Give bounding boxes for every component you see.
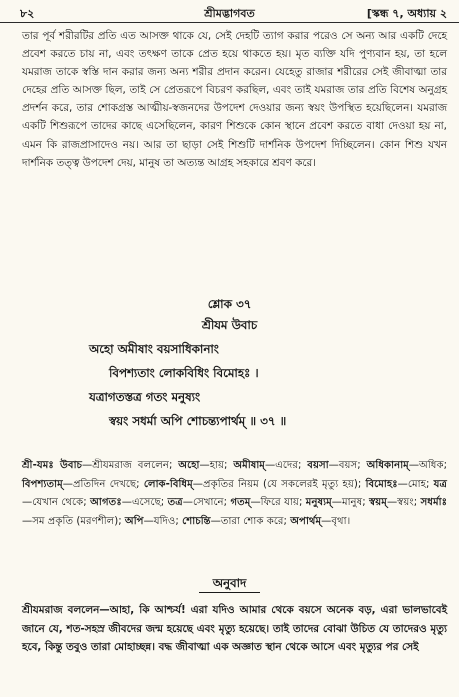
synonym-word: আগতঃ: [90, 497, 122, 508]
synonym-entry: আগতঃ—এসেছে;: [90, 497, 168, 508]
page-number: ৮২: [20, 7, 35, 20]
verse-line-1: অহো অমীষাং বয়সাধিকানাং: [89, 342, 219, 356]
translation-heading-underline: [199, 592, 260, 593]
synonym-word: তত্র: [167, 497, 183, 508]
synonym-meaning: বৃথা: [331, 515, 347, 527]
synonym-word: গতম্: [230, 497, 251, 508]
synonym-meaning: যদিও: [153, 515, 176, 527]
translation-heading: অনুবাদ: [212, 576, 247, 590]
synonym-meaning: হায়: [209, 460, 225, 471]
verse-heading: শ্লোক ৩৭: [207, 297, 252, 311]
synonym-meaning: স্বয়ং: [397, 497, 414, 508]
synonym-meaning: তারা শোক করে: [220, 515, 284, 527]
synonym-word: বয়সা: [307, 460, 329, 471]
synonym-word: অমীষাম্: [233, 460, 265, 471]
synonym-meaning: মোহ: [407, 478, 426, 490]
synonym-entry: বয়সা—বয়স;: [307, 460, 367, 471]
synonym-entry: গতম্—ফিরে যায়;: [230, 497, 306, 508]
synonym-entry: স্বয়ম্—স্বয়ং;: [369, 497, 421, 508]
synonym-entry: সধর্মাঃ—সম প্রকৃতি (মরণশীল);: [22, 497, 448, 527]
synonym-meaning: এদের: [275, 460, 298, 471]
synonym-word: অপি: [124, 515, 144, 527]
purport-section: [22, 27, 447, 172]
synonym-word: শোচন্তি: [182, 515, 211, 527]
chapter-reference: [স্কন্ধ ৭, অধ্যায় ২: [366, 7, 447, 20]
synonym-entry: অমীষাম্—এদের;: [233, 460, 308, 471]
synonym-word: শ্রী-যমঃ উবাচ: [22, 460, 83, 471]
synonym-entry: অধিকানাম্—অধিক;: [366, 460, 448, 471]
synonym-entry: লোক-বিধিম্—প্রকৃতির নিয়ম (যে সকলেরই মৃত্যু হয়);: [143, 478, 366, 490]
synonym-word: অধিকানাম্: [366, 460, 409, 471]
synonym-entry: শ্রী-যমঃ উবাচ—শ্রীযমরাজ বললেন;: [22, 460, 179, 471]
synonym-entry: অপি—যদিও;: [124, 515, 183, 527]
translation-text: শ্রীযমরাজ বললেন—আহা, কি আশ্চর্য! এরা যদিও আমার থেকে বয়সে অনেক বড়, এরা ভালভাবেই জানে যে, শত-সহস্র জীবদের জন্ম হয়েছে এবং মৃত্যু হয়েছে। তাই তাদের বোঝা উচিত যে তাদেরও মৃত্যু হবে, কিন্তু তবুও তারা মোহাচ্ছন্ন। বদ্ধ জীবাত্মা এক অজ্ঞাত স্থান থেকে আসে এবং মৃত্যুর পর সেই: [22, 604, 447, 654]
synonym-entry: অপার্থম্—বৃথা।: [290, 515, 351, 527]
synonym-meaning: শ্রীযমরাজ বললেন: [92, 460, 169, 471]
synonym-entry: যত্র—যেখান থেকে;: [22, 478, 447, 508]
synonym-word: যত্র: [433, 478, 447, 490]
synonyms-section: [22, 457, 447, 531]
synonym-word: লোক-বিধিম্: [143, 478, 193, 490]
synonym-word: স্বয়ম্: [369, 497, 387, 508]
synonym-meaning: এসেছে: [131, 497, 161, 508]
verse-line-3: যত্রাগতস্তত্র গতং মনুষ্যং: [89, 390, 201, 404]
synonym-word: বিমোহঃ: [365, 478, 398, 490]
synonym-entry: বিপশ্যতাম্—প্রতিদিন দেখছে;: [22, 478, 144, 490]
synonym-word: মনুষ্যম্: [305, 497, 332, 508]
verse-line-4: স্বয়ং সধর্মা অপি শোচন্ত্যপার্থম্ ॥ ৩৭ ॥: [109, 414, 287, 428]
synonym-meaning: অধিক: [419, 460, 444, 471]
synonym-meaning: যেখান থেকে: [32, 497, 84, 508]
synonym-entry: বিমোহঃ—মোহ;: [365, 478, 434, 490]
synonym-entry: অহো—হায়;: [178, 460, 234, 471]
synonym-meaning: ফিরে যায়: [260, 497, 299, 508]
synonym-word: সধর্মাঃ: [420, 497, 448, 508]
synonym-word: অহো: [178, 460, 200, 471]
synonym-meaning: প্রতিদিন দেখছে: [72, 478, 137, 490]
synonym-entry: মনুষ্যম্—মানুষ;: [305, 497, 370, 508]
synonym-meaning: বয়স: [338, 460, 358, 471]
synonym-word: বিপশ্যতাম্: [22, 478, 63, 490]
book-title: শ্রীমদ্ভাগবত: [204, 7, 255, 20]
synonym-meaning: সম প্রকৃতি (মরণশীল): [32, 515, 119, 527]
synonym-word: অপার্থম্: [290, 515, 322, 527]
synonym-entry: তত্র—সেখানে;: [167, 497, 231, 508]
synonym-entry: শোচন্তি—তারা শোক করে;: [182, 515, 291, 527]
verse-speaker: শ্রীযম উবাচ: [201, 318, 258, 332]
page-header: [0, 4, 459, 23]
synonym-meaning: সেখানে: [192, 497, 224, 508]
synonym-meaning: মানুষ: [341, 497, 363, 508]
verse-line-2: বিপশ্যতাং লোকবিধিং বিমোহঃ ।: [109, 366, 259, 380]
synonym-meaning: প্রকৃতির নিয়ম (যে সকলেরই মৃত্যু হয়): [202, 478, 358, 490]
purport-paragraph: তার পূর্ব শরীরটির প্রতি এত আসক্ত থাকে যে, সেই দেহটি ত্যাগ করার পরেও সে অন্য আর একটি দেহে প্রবেশ করতে চায় না, এবং তৎক্ষণ তাকে প্রেত হয়ে থাকতে হয়। মৃত ব্যক্তি যদি পুণ্যবান হয়, তা হলে যমরাজ তাকে স্বস্তি দান করার জন্য অন্য শরীর প্রদান করেন। যেহেতু রাজার শরীরের সেই জীবাত্মা তার দেহের প্রতি আসক্ত ছিল, তাই সে প্রেতরূপে বিচরণ করছিল, এবং তাই যমরাজ তার প্রতি বিশেষ অনুগ্রহ প্রদর্শন করে, তার শোকগ্রস্ত আত্মীয়-স্বজনদের উপদেশ দেওয়ার জন্য স্বয়ং উপস্থিত হয়েছিলেন। যমরাজ একটি শিশুরূপে তাদের কাছে এসেছিলেন, কারণ শিশুকে কোন স্থানে প্রবেশ করতে বাধা দেওয়া হয় না, এমন কি রাজপ্রাসাদেও নয়। আর তা ছাড়া সেই শিশুটি দার্শনিক উপদেশ দিচ্ছিলেন। কোন শিশু যখন দার্শনিক তত্ত্ব উপদেশ দেয়, মানুষ তা অত্যন্ত আগ্রহ সহকারে শ্রবণ করে।: [22, 30, 447, 169]
